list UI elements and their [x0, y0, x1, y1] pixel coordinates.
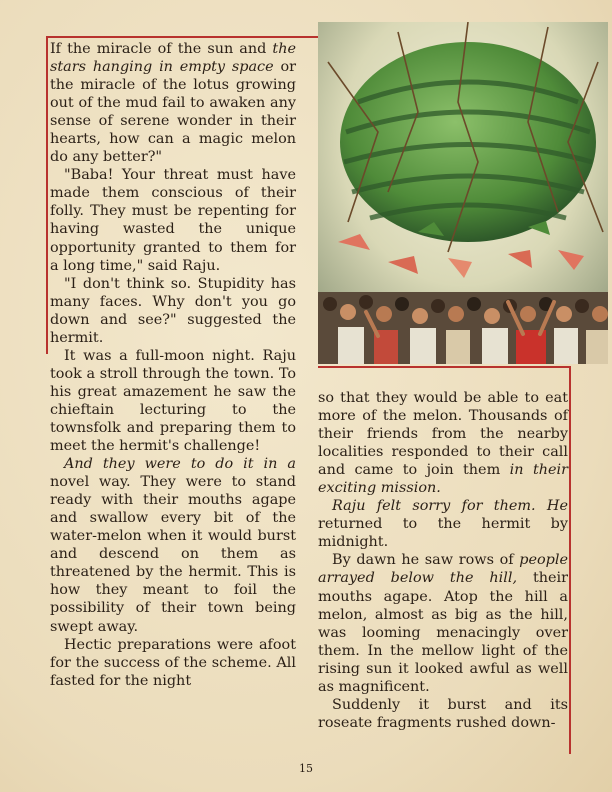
melon-crowd-illustration [318, 22, 608, 364]
paragraph [318, 389, 568, 497]
paragraph-text: novel way. They were to stand ready with their mouths agape and swallow every bit of the water-melon when it would burst and descend on them as threatened by the hermit. This is how they meant to foil the possibility of their town being swept away. [50, 474, 296, 635]
paragraph [50, 275, 296, 347]
paragraph-text: or the miracle of the lotus growing out of the mud fail to awaken any sense of serene wonder in their hearts, how can a magic melon do any better?" [50, 59, 296, 166]
paragraph-text: If the miracle of the sun and [50, 41, 273, 57]
paragraph [318, 696, 568, 732]
paragraph [50, 347, 296, 455]
paragraph [50, 455, 296, 635]
left-column-left-rule [46, 36, 48, 354]
paragraph-text: their mouths agape. Atop the hill a melon, almost as big as the hill, was looming menacingly over them. In the mellow light of the rising sun it looked awful as well as magnificent. [318, 570, 569, 695]
paragraph-text: And they were to do it in a [64, 456, 296, 473]
paragraph-text: Suddenly it burst and its roseate fragments rushed down- [318, 696, 568, 731]
paragraph [50, 166, 296, 274]
paragraph-text: so that they would be able to eat more of the melon. Thousands of their friends from the nearby localities responded to their call and came to join them [318, 390, 568, 479]
right-column-right-rule [569, 366, 571, 754]
paragraph-text: the stars hanging in empty space [50, 41, 296, 76]
paragraph-text: It was a full-moon night. Raju took a stroll through the town. To his great amazement he saw the chieftain lecturing to the townsfolk and preparing them to meet the hermit's challenge! [50, 347, 296, 455]
paragraph-text: returned to the hermit by midnight. [318, 516, 568, 551]
left-text-column [50, 40, 296, 690]
paragraph-text: Hectic preparations were afoot for the success of the scheme. All fasted for the night [50, 636, 296, 689]
paragraph [50, 636, 296, 690]
illustration-bursting-melon [318, 22, 608, 364]
right-column-top-rule [318, 366, 570, 368]
right-text-column [318, 389, 568, 732]
paragraph-text: people arrayed below the hill, [318, 552, 568, 587]
left-column-top-rule [46, 36, 318, 38]
paragraph-text: "Baba! Your threat must have made them conscious of their folly. They must be repenting for having wasted the unique opportunity granted to them for a long time," said Raju. [50, 167, 296, 274]
paragraph-text: "I don't think so. Stupidity has many faces. Why don't you go down and see?" suggested the hermit. [50, 275, 296, 346]
paragraph-text: By dawn he saw rows of [332, 552, 520, 569]
paragraph [318, 551, 568, 695]
paragraph-text: in their exciting mission. [318, 462, 569, 497]
paragraph [318, 497, 568, 551]
page-number: 15 [299, 762, 313, 775]
paragraph-text: Raju felt sorry for them. He [332, 498, 568, 515]
paragraph [50, 40, 296, 166]
